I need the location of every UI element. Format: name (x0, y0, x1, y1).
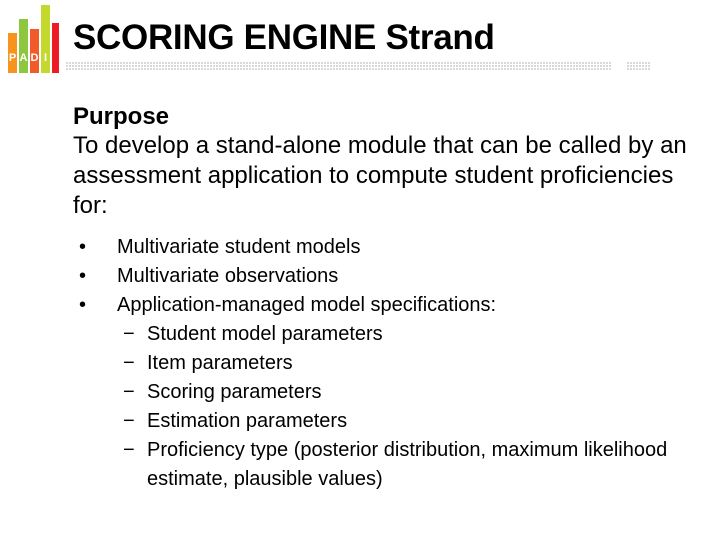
title-divider (66, 62, 650, 71)
dash-marker: − (123, 323, 135, 345)
sub-bullet-item (117, 320, 693, 349)
sub-bullet-text: Estimation parameters (147, 410, 348, 432)
sub-bullet-item (117, 407, 693, 436)
sub-bullet-text: Scoring parameters (147, 381, 322, 403)
sub-bullet-item (117, 378, 693, 407)
padi-logo (8, 5, 60, 75)
bullet-marker: • (79, 236, 87, 258)
bullet-text: Multivariate student models (117, 236, 361, 258)
logo-letter-d: D (30, 52, 39, 64)
logo-bar-5 (52, 23, 59, 73)
slide-title: SCORING ENGINE Strand (73, 18, 495, 57)
bullet-item (73, 262, 693, 291)
dash-marker: − (123, 410, 135, 432)
sub-bullet-text: Item parameters (147, 352, 293, 374)
sub-bullet-text: Proficiency type (posterior distribution, maximum likelihood estimate, plausible values) (147, 439, 668, 490)
logo-bar-3 (30, 29, 39, 73)
bullet-item (73, 233, 693, 262)
purpose-heading: Purpose (73, 103, 170, 130)
dash-marker: − (123, 381, 135, 403)
sub-bullet-item (117, 436, 693, 494)
logo-letter-i: I (43, 52, 48, 64)
sub-bullet-item (117, 349, 693, 378)
bullet-marker: • (79, 294, 87, 316)
logo-letter-p: P (8, 52, 17, 64)
dash-marker: − (123, 352, 135, 374)
bullet-item (73, 291, 693, 494)
bullet-list (73, 233, 693, 494)
bullet-text: Application-managed model specifications: (117, 294, 497, 316)
logo-bar-2 (19, 19, 28, 73)
slide-body (73, 102, 693, 494)
purpose-text: To develop a stand-alone module that can be called by an assessment application to compute student proficiencies for: (73, 132, 687, 219)
logo-letter-a: A (19, 52, 28, 64)
bullet-text: Multivariate observations (117, 265, 339, 287)
bullet-marker: • (79, 265, 87, 287)
sub-bullet-text: Student model parameters (147, 323, 383, 345)
sub-bullet-list (117, 320, 693, 494)
dash-marker: − (123, 439, 135, 461)
